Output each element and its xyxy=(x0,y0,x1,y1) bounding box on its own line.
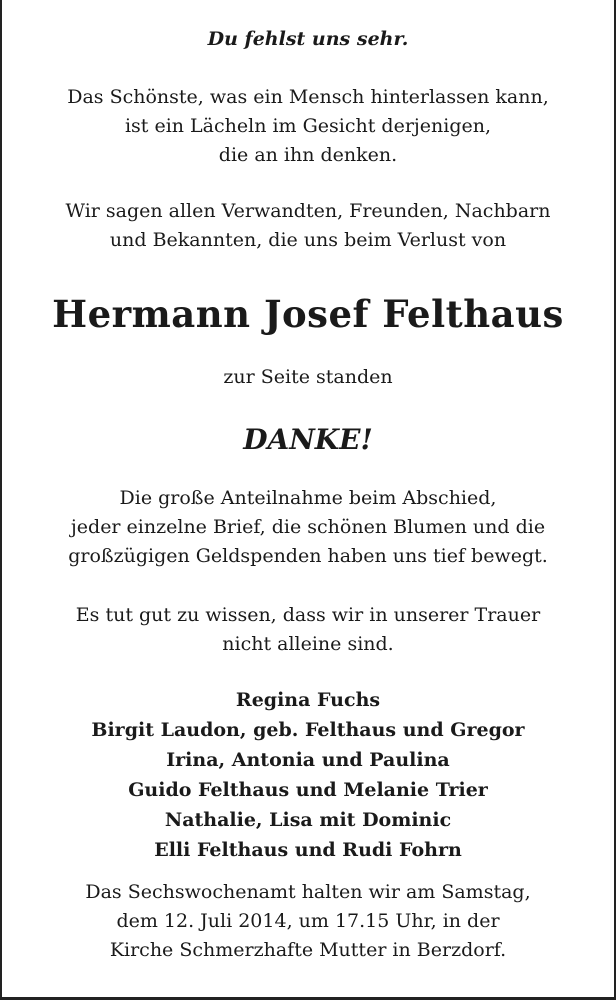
family-member: Birgit Laudon, geb. Felthaus und Gregor xyxy=(91,719,525,741)
service-line: Kirche Schmerzhafte Mutter in Berzdorf. xyxy=(109,939,507,961)
family-member: Guido Felthaus und Melanie Trier xyxy=(128,779,488,801)
paragraph-line: nicht alleine sind. xyxy=(222,633,394,655)
paragraph-line: Es tut gut zu wissen, dass wir in unserer Trauer xyxy=(75,604,541,626)
quote-line: die an ihn denken. xyxy=(218,144,398,166)
quote-line: Das Schönste, was ein Mensch hinterlassen kann, xyxy=(67,86,549,108)
service-line: Das Sechswochenamt halten wir am Samstag, xyxy=(85,881,531,903)
paragraph-line: großzügigen Geldspenden haben uns tief bewegt. xyxy=(68,545,548,567)
family-signatures xyxy=(2,685,614,865)
paragraph-line: Die große Anteilnahme beim Abschied, xyxy=(119,487,497,509)
family-member: Elli Felthaus und Rudi Fohrn xyxy=(154,839,462,861)
gratitude-paragraph xyxy=(2,484,614,571)
quote xyxy=(2,83,614,170)
family-member: Regina Fuchs xyxy=(235,689,381,711)
danke-heading: DANKE! xyxy=(243,423,373,456)
family-member: Nathalie, Lisa mit Dominic xyxy=(164,809,452,831)
memorial-service-info xyxy=(2,878,614,965)
family-member: Irina, Antonia und Paulina xyxy=(166,749,450,771)
comfort-paragraph xyxy=(2,601,614,659)
service-line: dem 12. Juli 2014, um 17.15 Uhr, in der xyxy=(116,910,500,932)
thanks-intro-line: Wir sagen allen Verwandten, Freunden, Nachbarn xyxy=(65,200,551,222)
paragraph-line: jeder einzelne Brief, die schönen Blumen und die xyxy=(70,516,546,538)
thanks-intro-line: und Bekannten, die uns beim Verlust von xyxy=(109,229,507,251)
thanks-intro xyxy=(2,197,614,255)
quote-line: ist ein Lächeln im Gesicht derjenigen, xyxy=(124,115,492,137)
motto-heading: Du fehlst uns sehr. xyxy=(207,28,409,50)
deceased-name: Hermann Josef Felthaus xyxy=(52,292,564,336)
stood-by-text: zur Seite standen xyxy=(223,366,393,388)
